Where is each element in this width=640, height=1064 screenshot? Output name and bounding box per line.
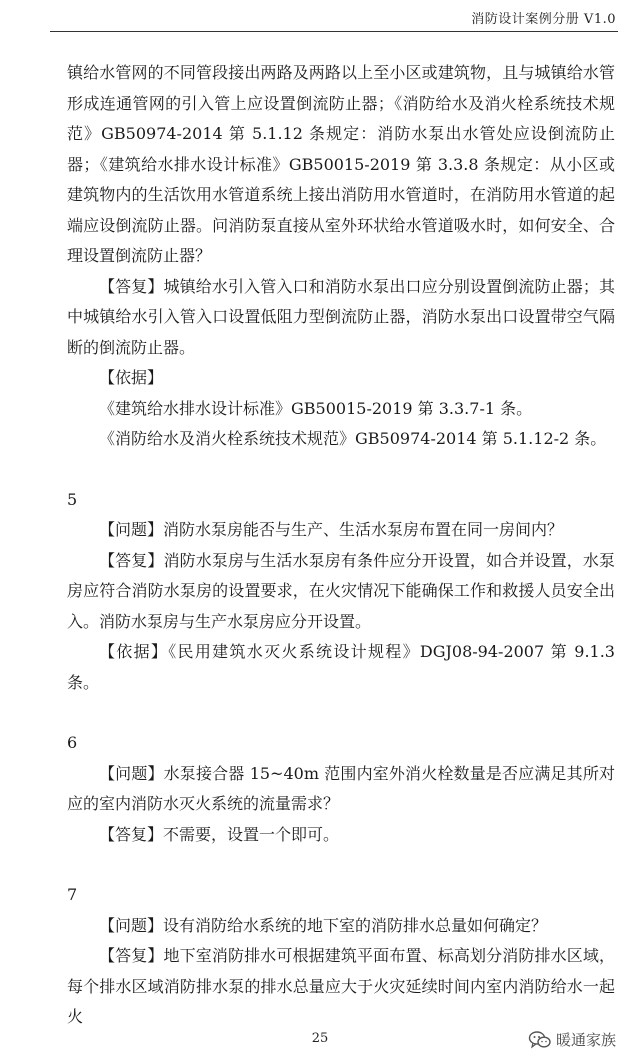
intro-basis-1: 《建筑给水排水设计标准》GB50015-2019 第 3.3.7-1 条。 (99, 398, 533, 418)
intro-basis-label: 【依据】 (99, 368, 164, 387)
watermark-text: 暖通家族 (555, 1031, 616, 1049)
section-gap (67, 698, 615, 728)
q5-answer: 【答复】消防水泵房与生活水泵房有条件应分开设置，如合并设置，水泵房应符合消防水泵房的设置要求，在火灾情况下能确保工作和救援人员安全出入。消防水泵房与生产水泵房应分开设置。 (67, 550, 615, 631)
section-gap (67, 850, 615, 880)
intro-basis-2: 《消防给水及消火栓系统技术规范》GB50974-2014 第 5.1.12-2 条。 (99, 429, 607, 448)
header-title: 消防设计案例分册 V1.0 (471, 12, 616, 27)
intro-paragraph: 镇给水管网的不同管段接出两路及两路以上至小区或建筑物，且与城镇给水管形成连通管网的引入管上应设置倒流防止器；《消防给水及消火栓系统技术规范》GB50974-2014 第 5.1.12 条规定：消防水泵出水管处应设倒流防止器；《建筑给水排水设计标准》GB50015-2019 第 3.3.8 条规定：从小区或建筑物内的生活饮用水管道系统上接出消防用水管道时，在消防用水管道的起端应设倒流防止器。问消防泵直接从室外环状给水管道吸水时，如何安全、合理设置倒流防止器？ (67, 63, 615, 265)
section-number-5: 5 (67, 489, 78, 509)
q5-question: 【问题】消防水泵房能否与生产、生活水泵房布置在同一房间内？ (99, 520, 564, 539)
section-number-6: 6 (67, 733, 78, 752)
q5-basis: 【依据】《民用建筑水灭火系统设计规程》DGJ08-94-2007 第 9.1.3 条。 (67, 642, 615, 692)
q6-answer: 【答复】不需要，设置一个即可。 (99, 824, 340, 844)
page-number: 25 (311, 1031, 329, 1046)
header-rule (50, 31, 618, 32)
watermark (528, 1029, 616, 1050)
q7-answer: 【答复】地下室消防排水可根据建筑平面布置、标高划分消防排水区域，每个排水区域消防排水泵的排水总量应大于火灾延续时间内室内消防给水一起火 (67, 946, 615, 1026)
q6-question: 【问题】水泵接合器 15~40m 范围内室外消火栓数量是否应满足其所对应的室内消防水灭火系统的流量需求？ (67, 763, 615, 813)
section-number-7: 7 (67, 885, 78, 904)
wechat-icon (528, 1030, 552, 1050)
section-gap (67, 455, 615, 485)
intro-answer: 【答复】城镇给水引入管入口和消防水泵出口应分别设置倒流防止器；其中城镇给水引入管入口设置低阻力型倒流防止器，消防水泵出口设置带空气隔断的倒流防止器。 (67, 276, 615, 357)
q7-question: 【问题】设有消防给水系统的地下室的消防排水总量如何确定？ (99, 915, 548, 935)
document-body (67, 58, 615, 1033)
